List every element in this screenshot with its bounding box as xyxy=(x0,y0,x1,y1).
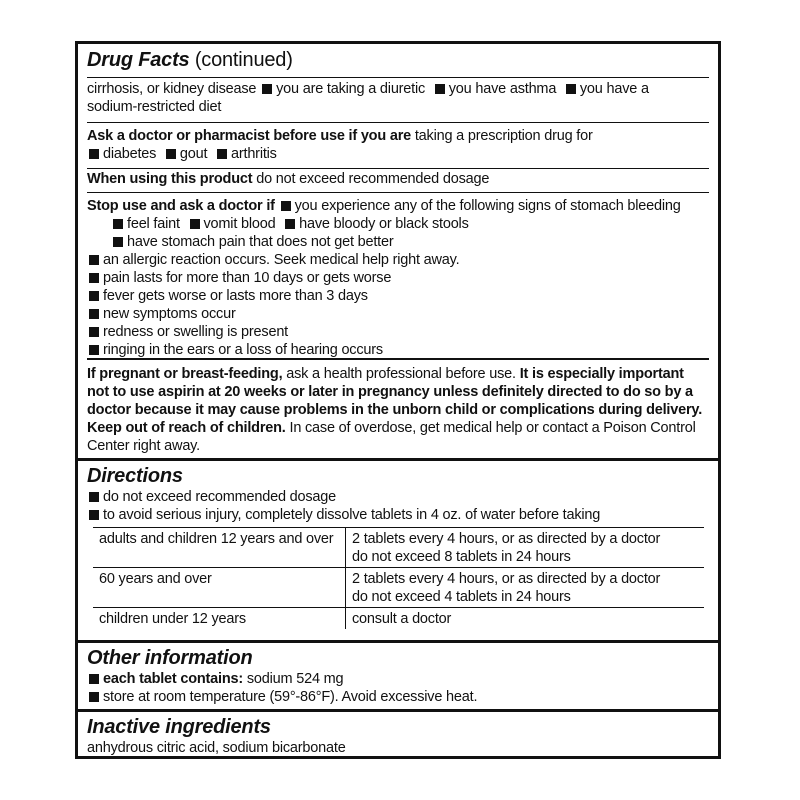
drug-facts-panel xyxy=(75,41,721,759)
table-cell-age: 60 years and over xyxy=(93,568,346,608)
table-cell-age: adults and children 12 years and over xyxy=(93,528,346,568)
list-item: redness or swelling is present xyxy=(87,323,709,341)
pregnancy-warning-bold: doctor because it may cause problems in the unborn child or complications during delivery. xyxy=(87,402,703,418)
overdose-text: Center right away. xyxy=(87,438,200,454)
stop-use-intro: you experience any of the following signs of stomach bleeding xyxy=(294,198,681,214)
warning-text-diuretic: you are taking a diuretic xyxy=(276,81,426,97)
bullet-square-icon xyxy=(89,149,99,159)
ask-doctor-pharmacist-section xyxy=(87,122,709,163)
table-row xyxy=(93,608,704,630)
bullet-square-icon xyxy=(89,510,99,520)
pregnancy-section xyxy=(87,358,709,455)
other-information-heading: Other information xyxy=(87,647,253,669)
table-cell-dose: 2 tablets every 4 hours, or as directed by a doctor do not exceed 8 tablets in 24 hours xyxy=(352,531,661,565)
bullet-square-icon xyxy=(262,84,272,94)
warning-text-asthma: you have asthma xyxy=(448,81,557,97)
list-item: have stomach pain that does not get better xyxy=(127,234,394,250)
header-section xyxy=(87,44,709,72)
list-item: ringing in the ears or a loss of hearing occurs xyxy=(87,341,709,359)
bullet-square-icon xyxy=(89,255,99,265)
bullet-square-icon xyxy=(89,492,99,502)
warning-text-sodium-diet: sodium-restricted diet xyxy=(87,99,222,115)
bullet-square-icon xyxy=(566,84,576,94)
bullet-square-icon xyxy=(113,237,123,247)
pregnancy-text: ask a health professional before use. xyxy=(286,366,516,382)
table-row xyxy=(93,528,704,568)
table-cell-dose: 2 tablets every 4 hours, or as directed by a doctor do not exceed 4 tablets in 24 hours xyxy=(352,571,661,605)
warning-text-sodium: you have a xyxy=(579,81,649,97)
directions-heading: Directions xyxy=(87,465,183,487)
table-cell-dose: consult a doctor xyxy=(352,611,452,627)
list-item: gout xyxy=(179,146,208,162)
ask-doctor-pharmacist-heading: Ask a doctor or pharmacist before use if you are xyxy=(87,128,411,144)
list-item: diabetes xyxy=(103,146,157,162)
when-using-text: do not exceed recommended dosage xyxy=(256,171,490,187)
pregnancy-warning-bold: not to use aspirin at 20 weeks or later in pregnancy unless definitely directed to do so by a xyxy=(87,384,693,400)
dosage-table xyxy=(93,527,704,629)
bullet-square-icon xyxy=(285,219,295,229)
bullet-square-icon xyxy=(190,219,200,229)
stop-use-heading: Stop use and ask a doctor if xyxy=(87,198,275,214)
list-item: store at room temperature (59°-86°F). Avoid excessive heat. xyxy=(87,688,709,706)
inactive-ingredients-heading: Inactive ingredients xyxy=(87,716,271,738)
list-item: do not exceed recommended dosage xyxy=(87,488,709,506)
table-row xyxy=(93,568,704,608)
page-title xyxy=(87,48,709,72)
bullet-square-icon xyxy=(89,692,99,702)
inactive-ingredients-section xyxy=(87,712,709,757)
bullet-square-icon xyxy=(217,149,227,159)
when-using-heading: When using this product xyxy=(87,171,253,187)
warnings-continued xyxy=(87,77,709,116)
list-item: arthritis xyxy=(231,146,277,162)
bullet-square-icon xyxy=(89,674,99,684)
overdose-text: In case of overdose, get medical help or contact a Poison Control xyxy=(289,420,696,436)
bullet-square-icon xyxy=(113,219,123,229)
title-continued: (continued) xyxy=(194,49,293,71)
pregnancy-warning-bold: It is especially important xyxy=(519,366,684,382)
bullet-square-icon xyxy=(435,84,445,94)
list-item: pain lasts for more than 10 days or gets worse xyxy=(87,269,709,287)
list-item: feel faint xyxy=(127,216,180,232)
other-information-section xyxy=(87,643,709,706)
stop-use-section xyxy=(87,192,709,359)
list-item: have bloody or black stools xyxy=(299,216,469,232)
bullet-square-icon xyxy=(89,273,99,283)
keep-out-of-reach: Keep out of reach of children. xyxy=(87,420,286,436)
inactive-ingredients-text: anhydrous citric acid, sodium bicarbonate xyxy=(87,740,346,756)
list-item: vomit blood xyxy=(203,216,276,232)
list-item: an allergic reaction occurs. Seek medical help right away. xyxy=(87,251,709,269)
bullet-square-icon xyxy=(89,309,99,319)
bullet-square-icon xyxy=(166,149,176,159)
bullet-square-icon xyxy=(281,201,291,211)
when-using-section xyxy=(87,168,709,188)
list-item: fever gets worse or lasts more than 3 days xyxy=(87,287,709,305)
ask-doctor-pharmacist-text: taking a prescription drug for xyxy=(414,128,593,144)
bullet-square-icon xyxy=(89,327,99,337)
bullet-square-icon xyxy=(89,345,99,355)
list-item: new symptoms occur xyxy=(87,305,709,323)
pregnancy-heading: If pregnant or breast-feeding, xyxy=(87,366,283,382)
list-item: to avoid serious injury, completely dissolve tablets in 4 oz. of water before taking xyxy=(87,506,709,524)
directions-section xyxy=(87,461,709,629)
list-item: each tablet contains: sodium 524 mg xyxy=(87,670,709,688)
warning-text-cirrhosis: cirrhosis, or kidney disease xyxy=(87,81,257,97)
table-cell-age: children under 12 years xyxy=(93,608,346,630)
title-drug-facts: Drug Facts xyxy=(87,49,190,71)
bullet-square-icon xyxy=(89,291,99,301)
